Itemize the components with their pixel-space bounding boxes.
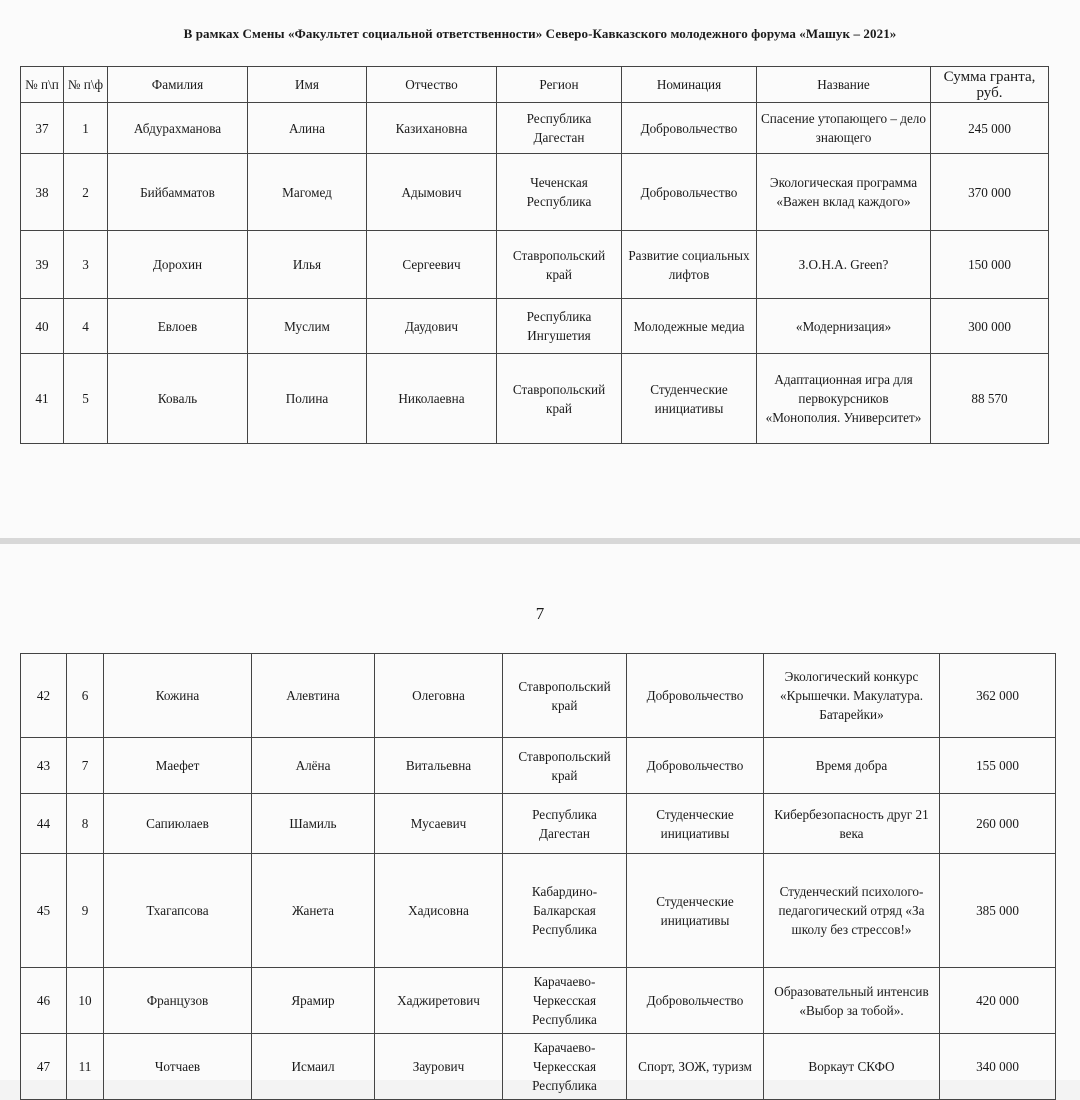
table-cell: Коваль [108, 354, 248, 444]
table-cell: Добровольчество [622, 154, 757, 231]
table-cell: Время добра [764, 738, 940, 794]
table-cell: Воркаут СКФО [764, 1034, 940, 1100]
table-cell: Жанета [252, 854, 375, 968]
table-cell: Республика Дагестан [503, 794, 627, 854]
header-cell: Имя [248, 67, 367, 103]
header-cell: Номинация [622, 67, 757, 103]
table-cell: Республика Ингушетия [497, 299, 622, 354]
table-cell: 88 570 [931, 354, 1049, 444]
table-cell: 9 [67, 854, 104, 968]
table-cell: Ставропольский край [503, 654, 627, 738]
table-cell: 300 000 [931, 299, 1049, 354]
table-row [21, 299, 1049, 354]
table-cell: 150 000 [931, 231, 1049, 299]
table-cell: Добровольчество [627, 738, 764, 794]
table-cell: 10 [67, 968, 104, 1034]
table-cell: Чеченская Республика [497, 154, 622, 231]
table-cell: 40 [21, 299, 64, 354]
table-row [21, 154, 1049, 231]
table-cell: Алевтина [252, 654, 375, 738]
table-cell: Развитие социальных лифтов [622, 231, 757, 299]
table-cell: «Модернизация» [757, 299, 931, 354]
table-cell: Витальевна [375, 738, 503, 794]
document-title: В рамках Смены «Факультет социальной ответственности» Северо-Кавказского молодежного форума «Машук – 2021» [183, 26, 897, 41]
table-cell: Исмаил [252, 1034, 375, 1100]
table-cell: 4 [64, 299, 108, 354]
table-cell: Спасение утопающего – дело знающего [757, 103, 931, 154]
table-cell: Олеговна [375, 654, 503, 738]
header-cell: Фамилия [108, 67, 248, 103]
table-cell: Добровольчество [627, 968, 764, 1034]
table-cell: 155 000 [940, 738, 1056, 794]
table-cell: 41 [21, 354, 64, 444]
table-cell: Заурович [375, 1034, 503, 1100]
table-cell: Спорт, ЗОЖ, туризм [627, 1034, 764, 1100]
header-cell: Регион [497, 67, 622, 103]
table-row [21, 103, 1049, 154]
table-cell: Добровольчество [622, 103, 757, 154]
table-cell: Сапиюлаев [104, 794, 252, 854]
table-cell: Илья [248, 231, 367, 299]
table-cell: З.О.Н.А. Green? [757, 231, 931, 299]
table-cell: 260 000 [940, 794, 1056, 854]
table-cell: 1 [64, 103, 108, 154]
table-cell: Хадисовна [375, 854, 503, 968]
table-cell: 420 000 [940, 968, 1056, 1034]
table-cell: Студенческий психолого-педагогический отряд «За школу без стрессов!» [764, 854, 940, 968]
table-row [21, 794, 1056, 854]
table-cell: Хаджиретович [375, 968, 503, 1034]
table-cell: 7 [67, 738, 104, 794]
table-cell: Экологический конкурс «Крышечки. Макулатура. Батарейки» [764, 654, 940, 738]
table-cell: Кожина [104, 654, 252, 738]
page-number: 7 [535, 604, 545, 623]
table-cell: Ставропольский край [497, 231, 622, 299]
table-cell: Маефет [104, 738, 252, 794]
table-cell: Казихановна [367, 103, 497, 154]
header-cell: Название [757, 67, 931, 103]
table-cell: Образовательный интенсив «Выбор за тобой». [764, 968, 940, 1034]
table-cell: Ставропольский край [503, 738, 627, 794]
table-cell: 44 [21, 794, 67, 854]
table-cell: Кабардино-Балкарская Республика [503, 854, 627, 968]
table-cell: 8 [67, 794, 104, 854]
table-cell: Магомед [248, 154, 367, 231]
table-row [21, 1034, 1056, 1100]
header-cell: № п\п [21, 67, 64, 103]
header-cell: Сумма гранта, руб. [931, 67, 1049, 103]
table-cell: 385 000 [940, 854, 1056, 968]
table-cell: Студенческие инициативы [627, 794, 764, 854]
table-cell: Добровольчество [627, 654, 764, 738]
table-cell: Студенческие инициативы [627, 854, 764, 968]
table-cell: 6 [67, 654, 104, 738]
table-cell: Карачаево-Черкесская Республика [503, 968, 627, 1034]
table-cell: 5 [64, 354, 108, 444]
table-cell: 39 [21, 231, 64, 299]
table-cell: Алёна [252, 738, 375, 794]
table-cell: Евлоев [108, 299, 248, 354]
table-row [21, 738, 1056, 794]
table-cell: Студенческие инициативы [622, 354, 757, 444]
table-cell: 46 [21, 968, 67, 1034]
table-cell: Молодежные медиа [622, 299, 757, 354]
table-cell: Абдурахманова [108, 103, 248, 154]
document-page-2 [0, 544, 1080, 1093]
table-cell: Даудович [367, 299, 497, 354]
header-cell: Отчество [367, 67, 497, 103]
table-row [21, 968, 1056, 1034]
table-cell: 245 000 [931, 103, 1049, 154]
document-page-1 [0, 0, 1080, 538]
table-cell: 2 [64, 154, 108, 231]
table-cell: Ярамир [252, 968, 375, 1034]
table-cell: 37 [21, 103, 64, 154]
table-cell: Кибербезопасность друг 21 века [764, 794, 940, 854]
table-cell: Алина [248, 103, 367, 154]
table-cell: Республика Дагестан [497, 103, 622, 154]
table-cell: 340 000 [940, 1034, 1056, 1100]
table-row [21, 854, 1056, 968]
grants-table-page-1 [20, 66, 1049, 444]
table-cell: Карачаево-Черкесская Республика [503, 1034, 627, 1100]
table-cell: Адымович [367, 154, 497, 231]
table-row [21, 354, 1049, 444]
table-cell: Мусаевич [375, 794, 503, 854]
table-cell: Чотчаев [104, 1034, 252, 1100]
table-row [21, 654, 1056, 738]
table-cell: Адаптационная игра для первокурсников «Монополия. Университет» [757, 354, 931, 444]
table-cell: Тхагапсова [104, 854, 252, 968]
table-header-row [21, 67, 1049, 103]
table-cell: 3 [64, 231, 108, 299]
table-cell: 45 [21, 854, 67, 968]
table-cell: Шамиль [252, 794, 375, 854]
table-cell: Дорохин [108, 231, 248, 299]
header-cell: № п\ф [64, 67, 108, 103]
table-row [21, 231, 1049, 299]
table-cell: Сергеевич [367, 231, 497, 299]
table-cell: 370 000 [931, 154, 1049, 231]
table-cell: 11 [67, 1034, 104, 1100]
table-cell: 38 [21, 154, 64, 231]
table-cell: 47 [21, 1034, 67, 1100]
table-cell: Ставропольский край [497, 354, 622, 444]
table-cell: Экологическая программа «Важен вклад каждого» [757, 154, 931, 231]
grants-table-page-2 [20, 653, 1056, 1100]
table-cell: 362 000 [940, 654, 1056, 738]
table-cell: Бийбамматов [108, 154, 248, 231]
table-cell: Полина [248, 354, 367, 444]
table-cell: Французов [104, 968, 252, 1034]
table-cell: Муслим [248, 299, 367, 354]
table-cell: 43 [21, 738, 67, 794]
table-cell: 42 [21, 654, 67, 738]
table-cell: Николаевна [367, 354, 497, 444]
